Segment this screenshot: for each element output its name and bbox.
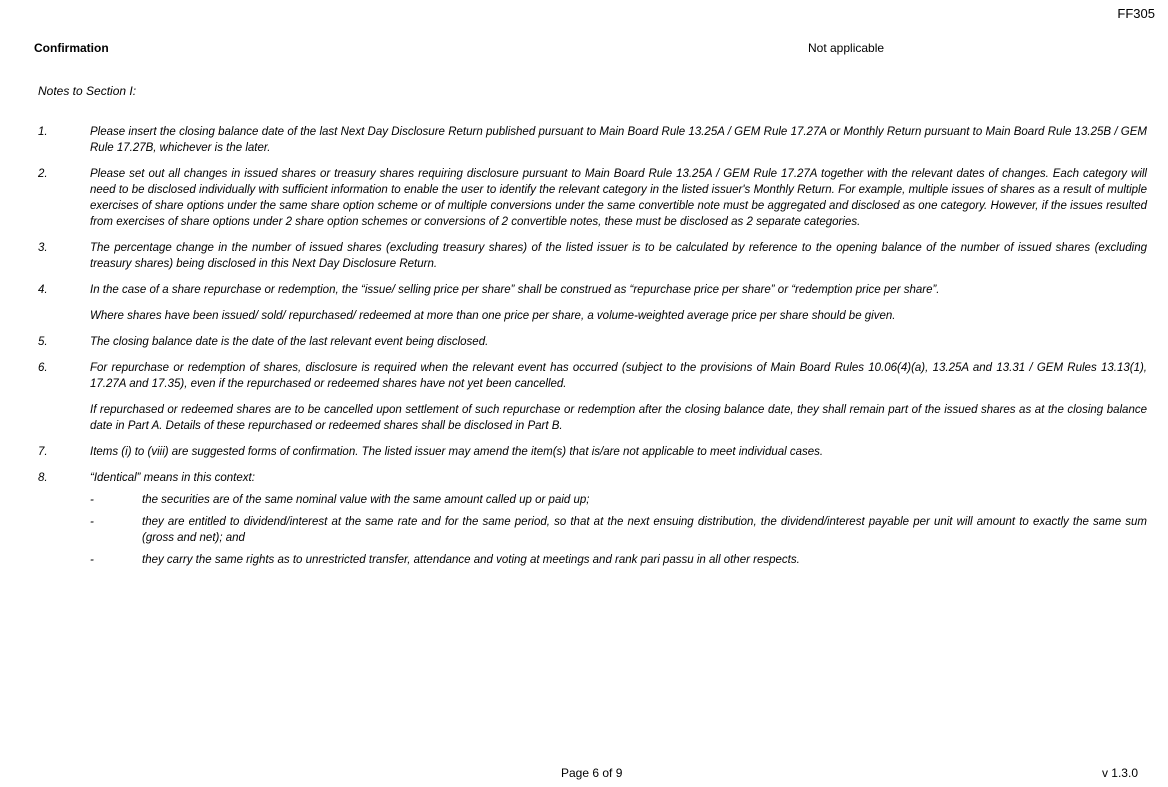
note-paragraph: In the case of a share repurchase or redemption, the “issue/ selling price per share” shall be construed as “repurchase price per share” or “redemption price per share”. — [90, 284, 940, 296]
note-2 — [38, 166, 1147, 230]
list-marker: - — [90, 554, 94, 566]
list-item — [90, 552, 1147, 568]
list-item — [90, 492, 1147, 508]
note-number: 1. — [38, 126, 48, 138]
note-number: 5. — [38, 336, 48, 348]
note-8 — [38, 470, 1147, 574]
note-4 — [38, 282, 1147, 324]
list-marker: - — [90, 494, 94, 506]
note-7 — [38, 444, 1147, 460]
notes-list — [38, 124, 1147, 584]
note-number: 4. — [38, 284, 48, 296]
confirmation-label: Confirmation — [34, 41, 109, 55]
note-paragraph: Where shares have been issued/ sold/ repurchased/ redeemed at more than one price per share, a volume-weighted average price per share should be given. — [90, 310, 896, 322]
note-number: 8. — [38, 472, 48, 484]
notes-heading: Notes to Section I: — [38, 84, 137, 98]
note-body — [90, 282, 1147, 324]
note-body — [90, 470, 1147, 574]
form-code: FF305 — [1117, 6, 1155, 21]
list-item-text: they carry the same rights as to unrestricted transfer, attendance and voting at meetings and rank pari passu in all other respects. — [142, 554, 800, 566]
list-item-text: they are entitled to dividend/interest at the same rate and for the same period, so that at the next ensuing distribution, the dividend/interest payable per unit will amount to exactly the same sum (gross and net); and — [142, 516, 1147, 544]
note-paragraph: “Identical” means in this context: — [90, 472, 255, 484]
note-body — [90, 124, 1147, 156]
note-1 — [38, 124, 1147, 156]
identical-criteria-list — [90, 492, 1147, 568]
note-paragraph: If repurchased or redeemed shares are to be cancelled upon settlement of such repurchase or redemption after the closing balance date, they shall remain part of the issued shares as at the closing balance date in Part A. Details of these repurchased or redeemed shares shall be disclosed in Part B. — [90, 404, 1147, 432]
page-number: Page 6 of 9 — [561, 766, 623, 780]
list-marker: - — [90, 516, 94, 528]
note-paragraph: For repurchase or redemption of shares, disclosure is required when the relevant event has occurred (subject to the provisions of Main Board Rules 10.06(4)(a), 13.25A and 13.31 / GEM Rules 13.13(1), 17.27A and 17.35), even if the repurchased or redeemed shares have not yet been cancelled. — [90, 362, 1147, 390]
note-paragraph: Please insert the closing balance date of the last Next Day Disclosure Return published pursuant to Main Board Rule 13.25A / GEM Rule 17.27A or Monthly Return pursuant to Main Board Rule 13.25B / GEM Rule 17.27B, whichever is the later. — [90, 126, 1147, 154]
note-body — [90, 444, 1147, 460]
list-item-text: the securities are of the same nominal value with the same amount called up or paid up; — [142, 494, 590, 506]
note-paragraph: The percentage change in the number of issued shares (excluding treasury shares) of the listed issuer is to be calculated by reference to the opening balance of the number of issued shares (excluding treasury shares) being disclosed in this Next Day Disclosure Return. — [90, 242, 1147, 270]
note-number: 6. — [38, 362, 48, 374]
note-5 — [38, 334, 1147, 350]
note-6 — [38, 360, 1147, 434]
list-item — [90, 514, 1147, 546]
note-number: 3. — [38, 242, 48, 254]
note-3 — [38, 240, 1147, 272]
note-number: 2. — [38, 168, 48, 180]
note-number: 7. — [38, 446, 48, 458]
note-body — [90, 334, 1147, 350]
note-body — [90, 360, 1147, 434]
note-paragraph: Items (i) to (viii) are suggested forms of confirmation. The listed issuer may amend the item(s) that is/are not applicable to meet individual cases. — [90, 446, 824, 458]
note-body — [90, 240, 1147, 272]
version-label: v 1.3.0 — [1101, 766, 1138, 780]
note-body — [90, 166, 1147, 230]
note-paragraph: Please set out all changes in issued shares or treasury shares requiring disclosure pursuant to Main Board Rule 13.25A / GEM Rule 17.27A together with the relevant dates of changes. Each category will need to be disclosed individually with sufficient information to enable the user to identify the relevant category in the listed issuer's Monthly Return. For example, multiple issues of shares as a result of multiple exercises of share options under the same share option scheme or of multiple conversions under the same convertible note must be aggregated and disclosed as one category. However, if the issues resulted from exercises of share options under 2 share option schemes or conversions of 2 convertible notes, these must be disclosed as 2 separate categories. — [90, 168, 1147, 228]
note-paragraph: The closing balance date is the date of the last relevant event being disclosed. — [90, 336, 489, 348]
confirmation-value: Not applicable — [808, 41, 885, 55]
